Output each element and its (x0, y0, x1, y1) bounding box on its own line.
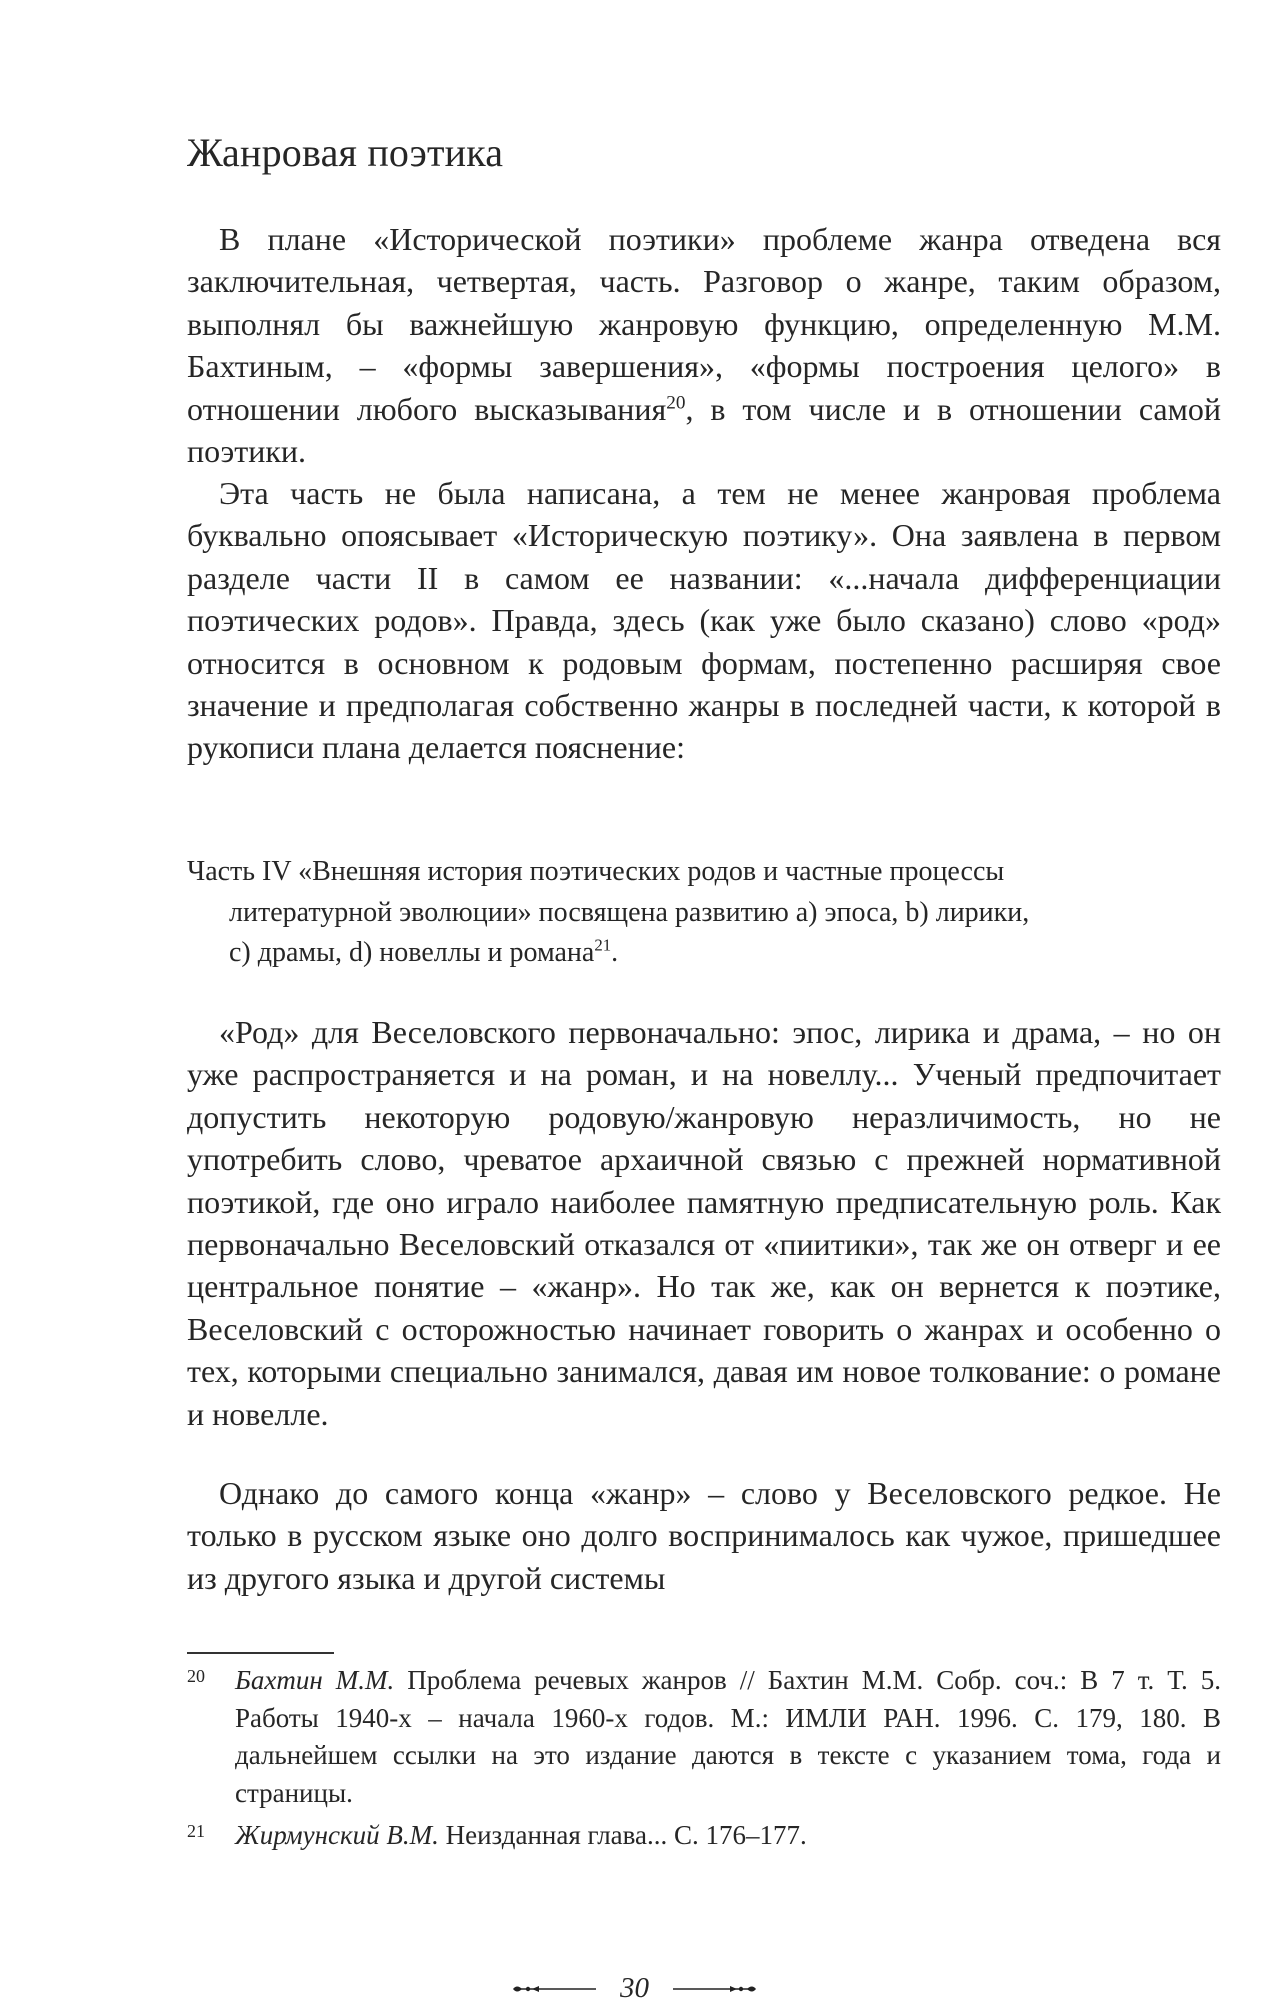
block-quote (187, 852, 1221, 974)
paragraph-1 (187, 218, 1221, 472)
footnote-author: Бахтин М.М. (235, 1665, 395, 1695)
footnote-separator (187, 1652, 334, 1654)
quote-line-3-end: . (611, 937, 619, 968)
paragraph-2-text: Эта часть не была написана, а тем не менее жанровая проблема буквально опоясывает «Историческую поэтику». Она заявлена в первом разделе части II в самом ее названии: «...начала дифференциации поэтических родов». Правда, здесь (как уже было сказано) слово «род» относится в основном к родовым формам, постепенно расширяя свое значение и предполагая собственно жанры в последней части, к которой в рукописи плана делается пояснение: (187, 475, 1221, 766)
section-heading: Жанровая поэтика (187, 130, 504, 175)
page-number: 30 (620, 1972, 649, 2004)
footnote-ref-20: 20 (666, 391, 686, 413)
paragraph-4 (187, 1472, 1221, 1599)
paragraph-2 (187, 472, 1221, 769)
paragraph-4-text: Однако до самого конца «жанр» – слово у Веселовского редкое. Не только в русском языке оно долго воспринималось как чужое, пришедшее из другого языка и другой системы (187, 1475, 1221, 1596)
paragraph-3 (187, 1011, 1221, 1435)
footnote-text: Неизданная глава... С. 176–177. (445, 1820, 807, 1850)
footnote-20 (187, 1662, 1221, 1812)
paragraph-1-text (187, 218, 1221, 472)
footnote-text: Проблема речевых жанров // Бахтин М.М. Собр. соч.: В 7 т. Т. 5. Работы 1940-х – начала 1960-х годов. М.: ИМЛИ РАН. 1996. С. 179, 180. В дальнейшем ссылки на это издание даются в тексте с указанием тома, года и страницы. (235, 1665, 1222, 1808)
footnote-ref-21: 21 (594, 935, 612, 955)
right-ornament-icon (667, 1982, 757, 1996)
footnote-author: Жирмунский В.М. (235, 1820, 439, 1850)
page-footer (0, 1972, 1269, 2005)
footnotes (187, 1662, 1221, 1855)
quote-line-2: литературной эволюции» посвящена развитию a) эпоса, b) лирики, (229, 896, 1030, 928)
footnote-21 (187, 1817, 1221, 1855)
paragraph-1-part-a: В плане «Исторической поэтики» проблеме жанра отведена вся заключительная, четвертая, часть. Разговор о жанре, таким образом, выполнял бы важнейшую жанровую функцию, определенную М.М. Бахтиным, – «формы завершения», «формы построения целого» в отношении любого высказывания (187, 221, 1221, 427)
paragraph-1-part-b: , в том числе и в отношении самой поэтики. (187, 390, 1222, 470)
paragraph-3-text: «Род» для Веселовского первоначально: эпос, лирика и драма, – но он уже распространяется и на роман, и на новеллу... Ученый предпочитает допустить некоторую родовую/жанровую неразличимость, но не употребить слово, чреватое архаичной связью с прежней нормативной поэтикой, где оно играло наиболее памятную предписательную роль. Как первоначально Веселовский отказался от «пиитики», так же он отверг и ее центральное понятие – «жанр». Но так же, как он вернется к поэтике, Веселовский с осторожностью начинает говорить о жанрах и особенно о тех, которыми специально занимался, давая им новое толкование: о романе и новелле. (187, 1014, 1221, 1432)
footnote-number: 21 (187, 1821, 205, 1841)
left-ornament-icon (512, 1982, 602, 1996)
footnote-number: 20 (187, 1666, 205, 1686)
quote-line-3 (187, 933, 1221, 974)
quote-line-1: Часть IV «Внешняя история поэтических родов и частные процессы (187, 856, 1005, 887)
quote-line-3-text: c) драмы, d) новеллы и романа (229, 937, 595, 968)
